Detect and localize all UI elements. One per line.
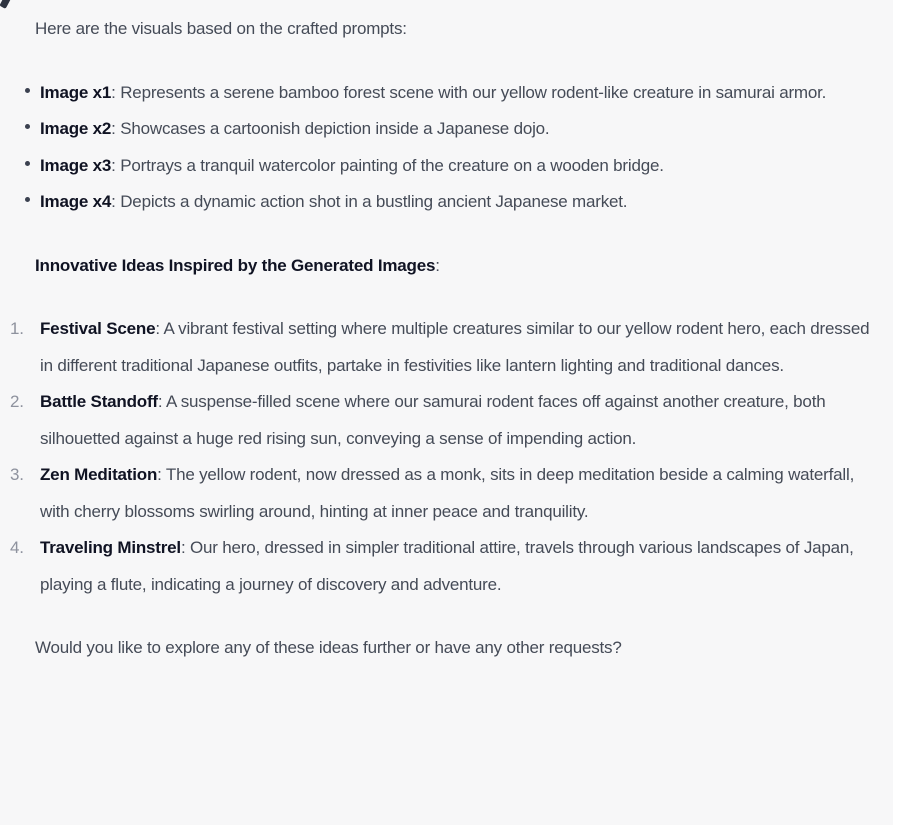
closing-text: Would you like to explore any of these ideas further or have any other requests? — [35, 638, 622, 657]
image-description: Represents a serene bamboo forest scene with our yellow rodent-like creature in samurai armor. — [120, 82, 827, 102]
separator: : — [180, 538, 186, 557]
intro-paragraph — [35, 11, 870, 48]
list-item-battle-standoff — [10, 384, 870, 457]
list-item-festival-scene — [10, 311, 870, 384]
image-description: Showcases a cartoonish depiction inside a Japanese dojo. — [120, 119, 550, 138]
bullet-icon — [25, 124, 30, 129]
idea-description: A vibrant festival setting where multiple creatures similar to our yellow rodent hero, each dressed in different traditional Japanese outfits, partake in festivities like lantern lighting and traditional dances. — [40, 319, 870, 375]
separator: : — [157, 465, 162, 484]
ideas-heading — [35, 248, 870, 285]
idea-term: Traveling Minstrel — [40, 538, 181, 557]
separator: : — [157, 392, 163, 411]
list-item-image-x1 — [40, 75, 870, 112]
ideas-heading-text: Innovative Ideas Inspired by the Generated Images — [35, 255, 436, 275]
list-number: 3. — [10, 465, 24, 484]
list-item-image-x3 — [40, 148, 870, 185]
ideas-list — [10, 311, 870, 603]
list-item-traveling-minstrel — [10, 530, 870, 603]
image-description: Depicts a dynamic action shot in a bustling ancient Japanese market. — [120, 192, 628, 211]
image-term: Image x1 — [40, 82, 112, 102]
separator: : — [111, 155, 116, 175]
list-item-image-x2 — [40, 111, 870, 148]
list-number: 4. — [10, 538, 24, 557]
bullet-icon — [25, 161, 30, 166]
idea-description: Our hero, dressed in simpler traditional attire, travels through various landscapes of Japan, playing a flute, indicating a journey of discovery and adventure. — [40, 538, 854, 594]
image-term: Image x2 — [40, 119, 112, 138]
list-item-zen-meditation — [10, 457, 870, 530]
idea-description: A suspense-filled scene where our samurai rodent faces off against another creature, both silhouetted against a huge red rising sun, conveying a sense of impending action. — [40, 392, 826, 448]
image-term: Image x3 — [40, 155, 112, 175]
separator: : — [111, 82, 116, 102]
separator: : — [111, 192, 116, 211]
idea-term: Battle Standoff — [40, 392, 158, 411]
image-term: Image x4 — [40, 192, 112, 211]
bullet-icon — [25, 88, 30, 93]
list-number: 2. — [10, 392, 24, 411]
separator: : — [435, 255, 440, 275]
bullet-icon — [25, 197, 30, 202]
list-item-image-x4 — [40, 184, 870, 221]
separator: : — [155, 319, 160, 338]
page-edge — [893, 0, 900, 825]
image-description: Portrays a tranquil watercolor painting of the creature on a wooden bridge. — [120, 155, 664, 175]
idea-term: Zen Meditation — [40, 465, 158, 484]
intro-text: Here are the visuals based on the crafted prompts: — [35, 19, 407, 38]
separator: : — [111, 119, 116, 138]
idea-term: Festival Scene — [40, 319, 156, 338]
closing-paragraph — [35, 630, 870, 667]
idea-description: The yellow rodent, now dressed as a monk, sits in deep meditation beside a calming waterfall, with cherry blossoms swirling around, hinting at inner peace and tranquility. — [40, 465, 855, 521]
list-number: 1. — [10, 319, 24, 338]
image-list — [35, 75, 870, 221]
